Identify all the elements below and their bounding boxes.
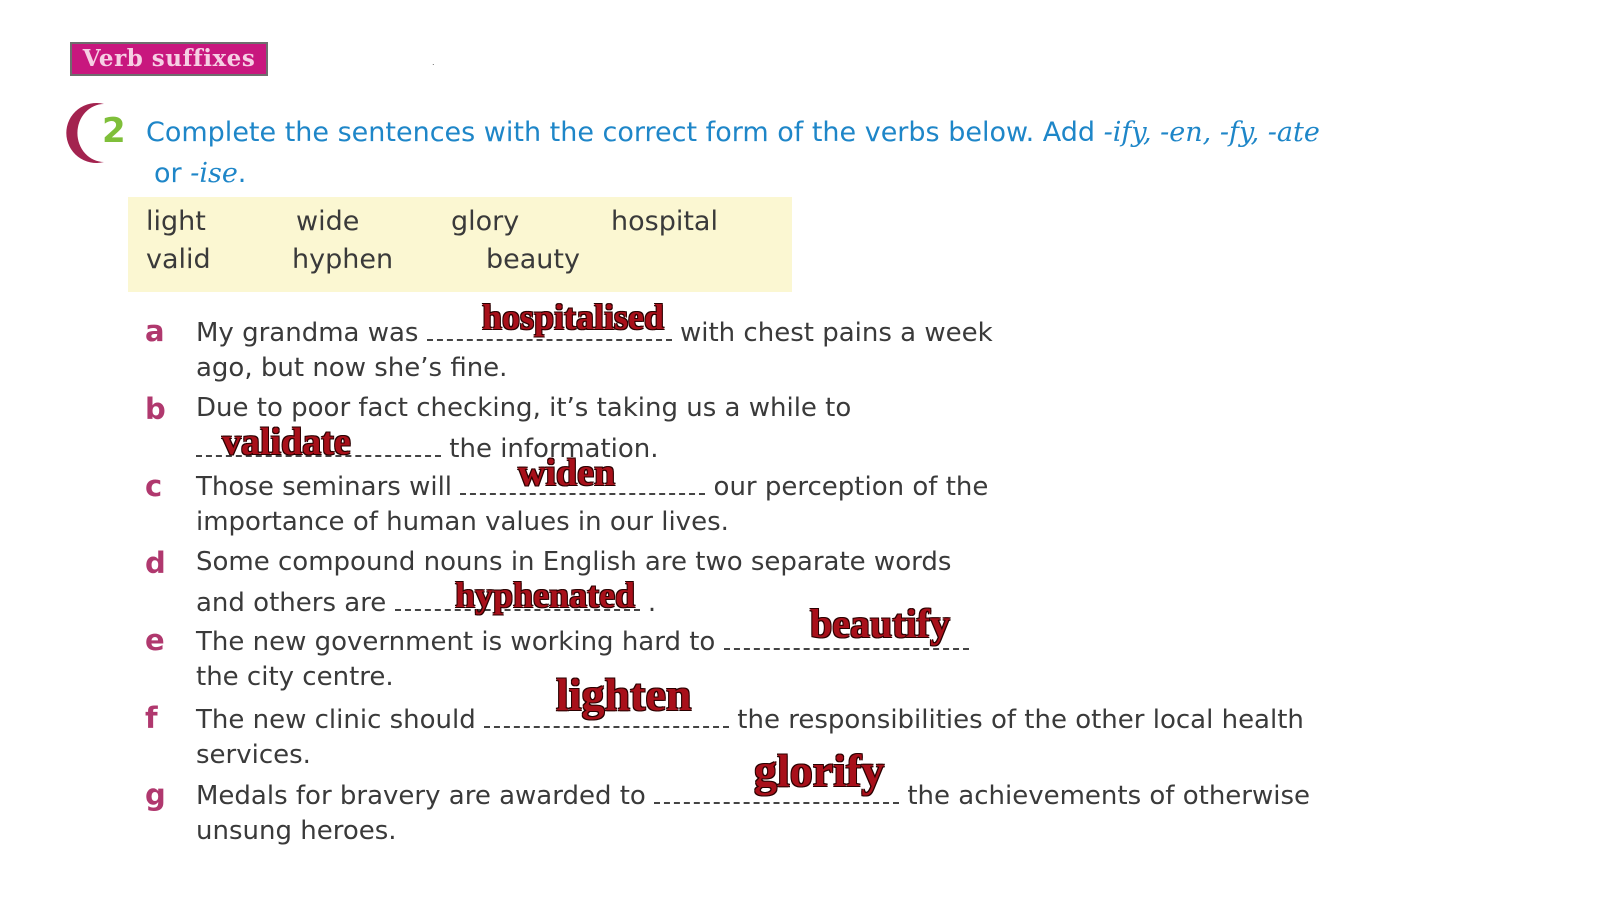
word-bank-item: light — [146, 206, 206, 237]
filled-answer: hyphenated — [455, 575, 636, 615]
word-bank-item: valid — [146, 244, 211, 275]
item-letter: d — [145, 546, 166, 580]
sentence-text: ago, but now she’s fine. — [196, 353, 508, 383]
item-letter: a — [145, 314, 165, 348]
instruction — [146, 112, 1466, 194]
sentence-text: importance of human values in our lives. — [196, 507, 729, 537]
sentence-text: Due to poor fact checking, it’s taking us a while to — [196, 393, 852, 423]
item-letter: e — [145, 623, 165, 657]
sentence-text: The new government is working hard to — [196, 627, 724, 657]
sentence-text: Those seminars will — [196, 472, 461, 502]
exercise-number: 2 — [102, 111, 126, 151]
instruction-suffixes: -ify, -en, -fy, -ate — [1103, 117, 1320, 148]
sentence-text: My grandma was — [196, 318, 427, 348]
filled-answer: validate — [222, 421, 351, 463]
sentence-text: services. — [196, 740, 311, 770]
stray-dot: . — [432, 58, 435, 67]
instruction-text: Complete the sentences with the correct form of the verbs below. Add — [146, 117, 1104, 148]
word-bank-item: hyphen — [292, 244, 394, 275]
sentence-text: The new clinic should — [196, 705, 485, 735]
sentence-text: Medals for bravery are awarded to — [196, 781, 655, 811]
sentence-text: the achievements of otherwise — [899, 781, 1311, 811]
sentence-text: unsung heroes. — [196, 816, 397, 846]
item-letter: f — [145, 701, 158, 735]
item-letter: c — [145, 469, 163, 503]
filled-answer: lighten — [556, 669, 692, 720]
sentence-line — [196, 778, 1310, 811]
sentence-text: the responsibilities of the other local health — [729, 705, 1304, 735]
filled-answer: widen — [518, 452, 616, 494]
word-bank-item: wide — [296, 206, 360, 237]
word-bank-item: glory — [451, 206, 520, 237]
sentence-line — [196, 702, 1304, 735]
word-bank-item: hospital — [611, 206, 718, 237]
sentence-text: the city centre. — [196, 662, 394, 692]
filled-answer: hospitalised — [482, 297, 665, 337]
sentence-text: Some compound nouns in English are two separate words — [196, 547, 952, 577]
filled-answer: glorify — [754, 745, 885, 796]
sentence-text: with chest pains a week — [671, 318, 993, 348]
sentence-text: the information. — [441, 434, 659, 464]
item-letter: g — [145, 778, 166, 812]
instruction-last-suffix: -ise — [190, 158, 238, 189]
exercise-number-icon — [64, 100, 136, 166]
sentence-text: our perception of the — [705, 472, 989, 502]
sentence-text: and others are — [196, 588, 395, 618]
word-bank-item: beauty — [486, 244, 580, 275]
section-badge: Verb suffixes — [70, 42, 268, 76]
sentence-text: . — [639, 588, 657, 618]
instruction-connector: or — [154, 158, 191, 189]
filled-answer: beautify — [810, 601, 950, 646]
instruction-end: . — [237, 158, 247, 189]
item-letter: b — [145, 392, 166, 426]
